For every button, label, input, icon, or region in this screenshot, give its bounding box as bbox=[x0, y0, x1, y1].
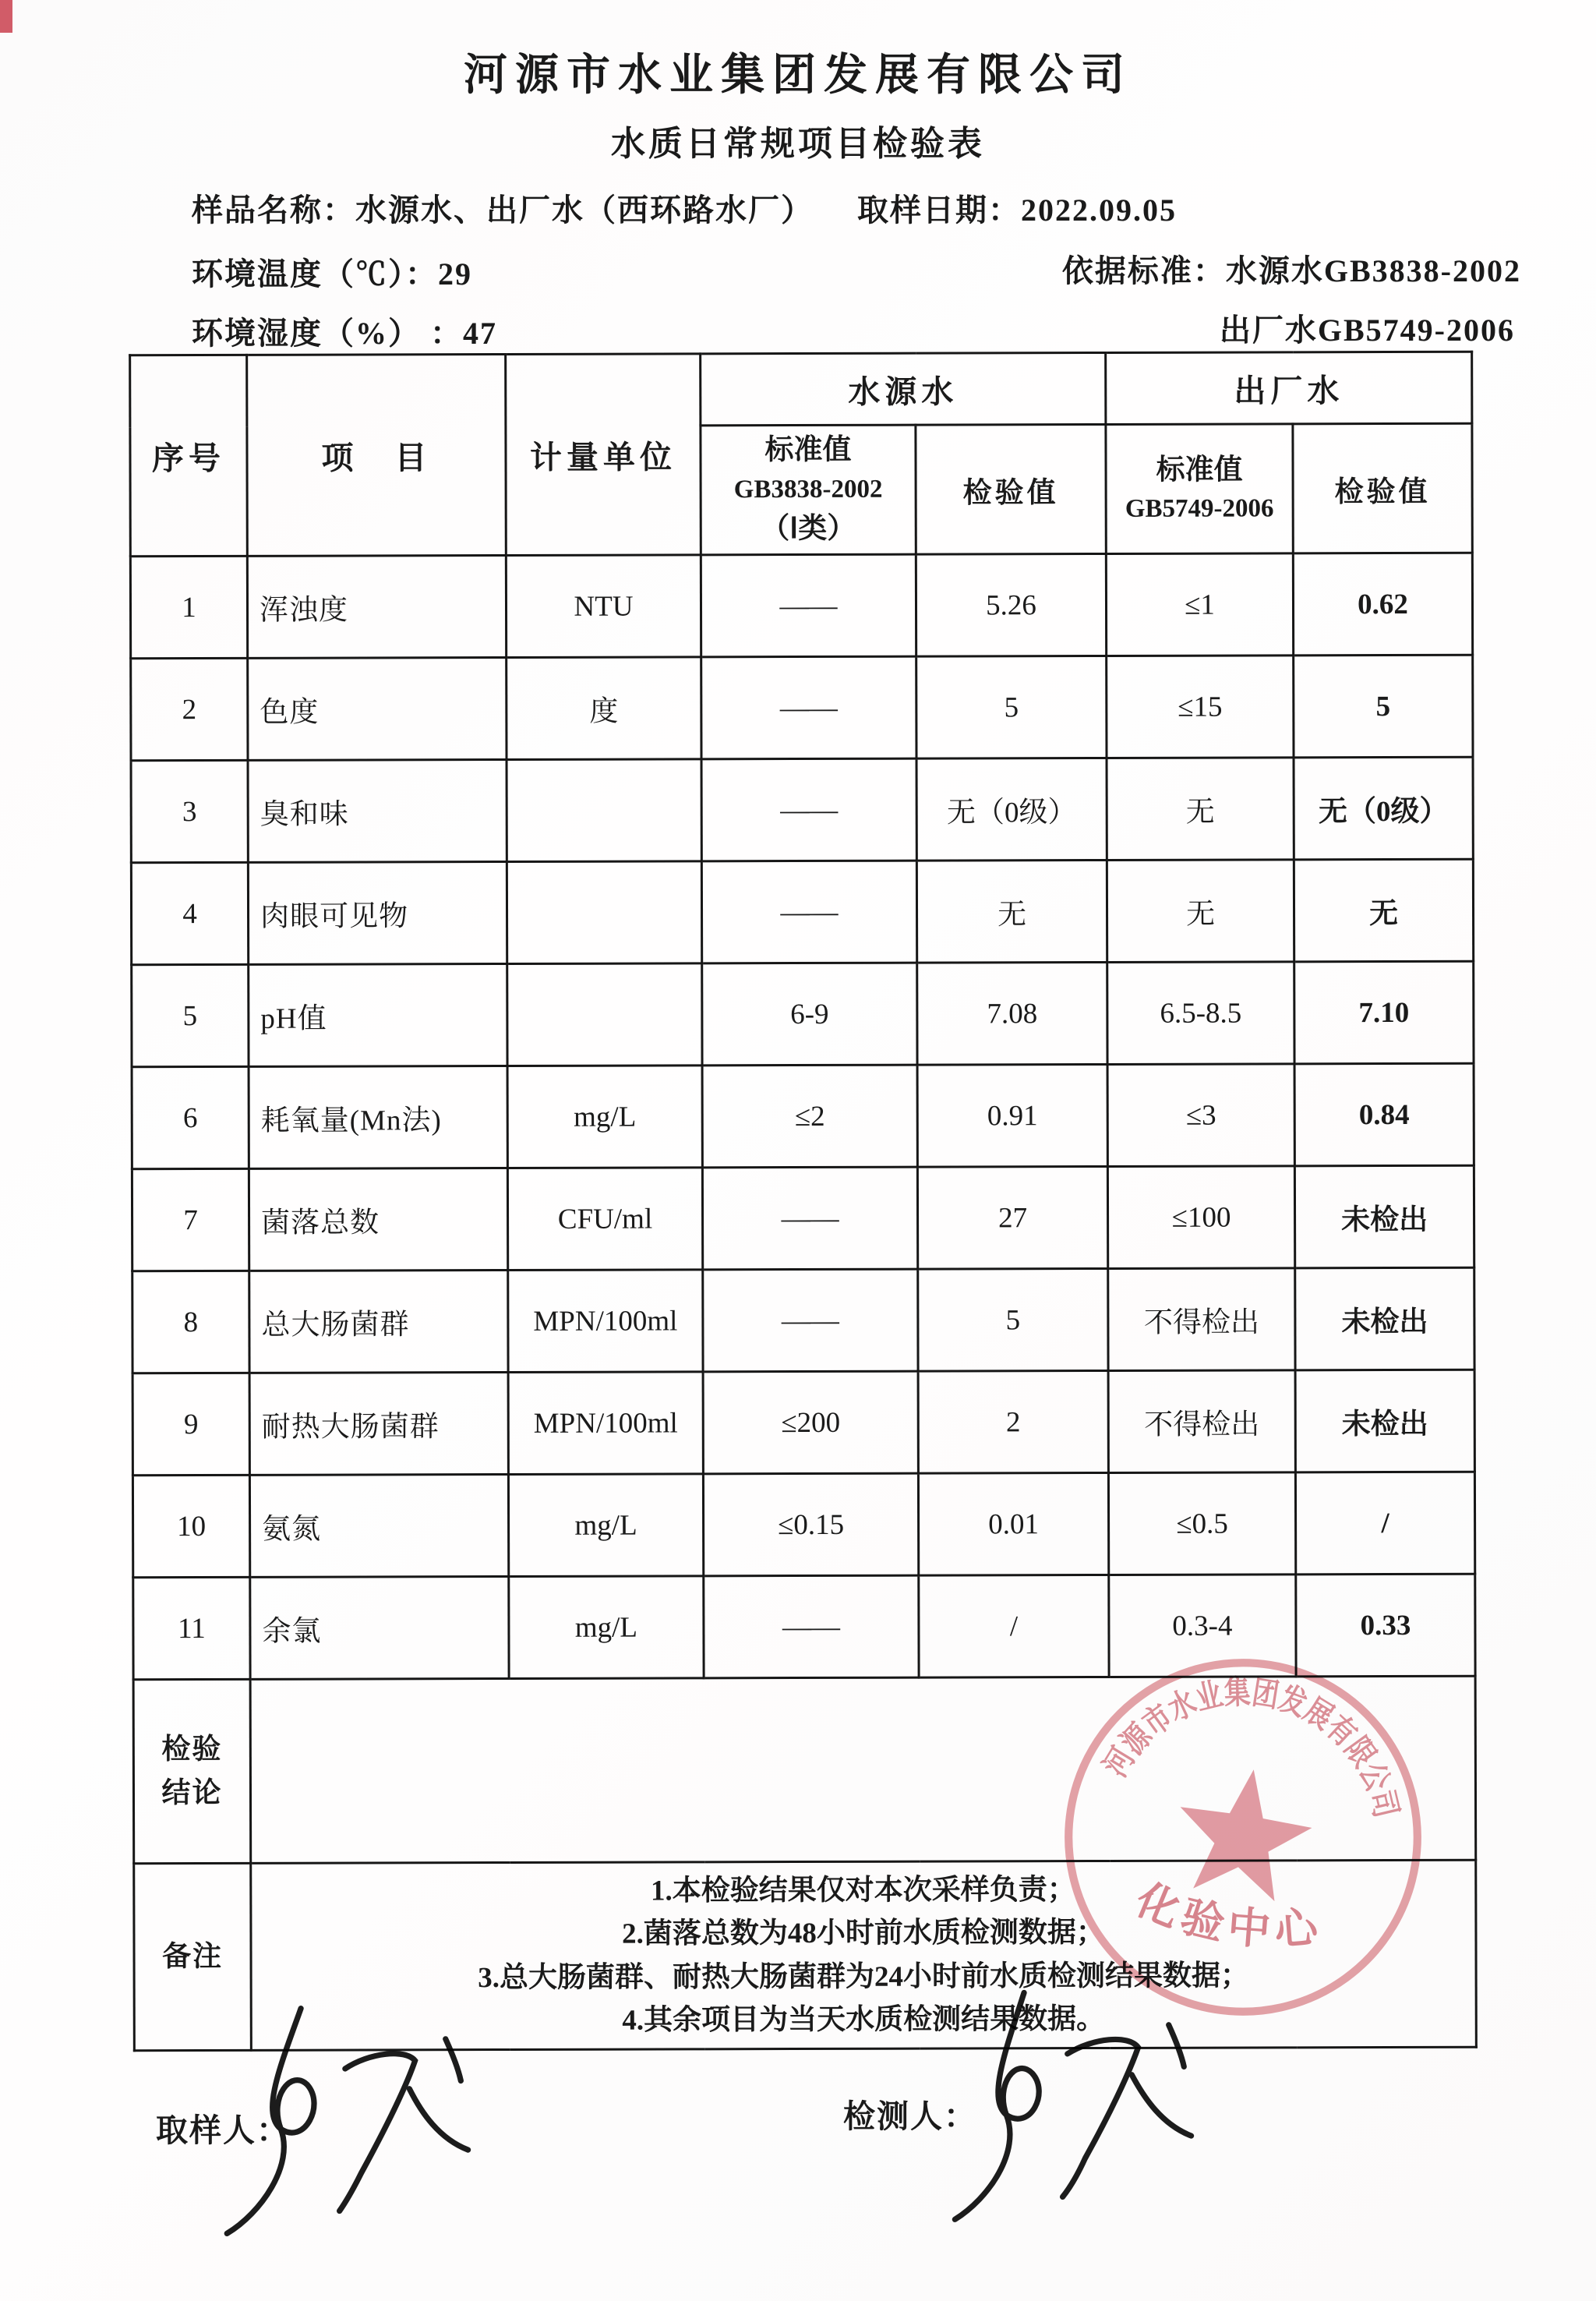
cell-src_std: —— bbox=[701, 554, 916, 657]
header-no: 序号 bbox=[130, 355, 248, 557]
cell-unit bbox=[507, 861, 701, 964]
sampling-date-label: 取样日期： bbox=[857, 193, 1021, 228]
cell-no: 7 bbox=[132, 1168, 249, 1271]
cell-unit: 度 bbox=[507, 657, 701, 760]
standard-finished-water: 出厂水GB5749-2006 bbox=[1219, 313, 1515, 348]
standard-label: 依据标准： bbox=[1061, 253, 1226, 288]
cell-src_val: 0.01 bbox=[918, 1473, 1108, 1576]
cell-fin_std: ≤100 bbox=[1107, 1166, 1294, 1269]
cell-fin_val: 无 bbox=[1294, 859, 1473, 962]
cell-src_std: —— bbox=[701, 861, 916, 963]
cell-unit: MPN/100ml bbox=[508, 1372, 703, 1475]
cell-unit: mg/L bbox=[508, 1474, 703, 1577]
env-temp-label: 环境温度（℃）： bbox=[192, 256, 438, 292]
cell-fin_val: 7.10 bbox=[1294, 961, 1474, 1064]
tester-signature bbox=[926, 1980, 1222, 2237]
cell-item: 臭和味 bbox=[248, 760, 507, 863]
table-row bbox=[132, 1063, 1474, 1169]
cell-src_val: 5 bbox=[918, 1269, 1108, 1372]
document-title: 水质日常规项目检验表 bbox=[611, 125, 985, 163]
header-finished-checkvalue: 检验值 bbox=[1293, 423, 1472, 553]
cell-unit bbox=[507, 963, 702, 1066]
cell-src_val: 0.91 bbox=[917, 1065, 1107, 1168]
cell-item: 耐热大肠菌群 bbox=[249, 1373, 508, 1476]
finished-standard-line1: 标准值 bbox=[1156, 454, 1243, 486]
cell-src_std: 6-9 bbox=[702, 963, 917, 1066]
header-source-checkvalue: 检验值 bbox=[916, 424, 1106, 554]
cell-fin_val: 无（0级） bbox=[1294, 757, 1473, 860]
cell-src_val: 5 bbox=[916, 656, 1107, 759]
source-standard-line3: （Ⅰ类） bbox=[761, 513, 856, 546]
cell-src_val: 2 bbox=[918, 1371, 1108, 1474]
header-group-row bbox=[130, 352, 1472, 427]
cell-fin_std: ≤1 bbox=[1106, 553, 1293, 656]
table-row bbox=[131, 655, 1473, 761]
cell-src_std: —— bbox=[704, 1575, 919, 1678]
cell-src_val: 5.26 bbox=[916, 554, 1106, 657]
table-data-rows bbox=[130, 553, 1475, 1680]
table-row bbox=[131, 859, 1473, 965]
cell-unit: MPN/100ml bbox=[508, 1270, 703, 1373]
cell-no: 1 bbox=[130, 556, 247, 658]
cell-no: 5 bbox=[132, 964, 249, 1066]
cell-item: 菌落总数 bbox=[249, 1168, 507, 1271]
cell-item: 余氯 bbox=[250, 1577, 509, 1680]
note-line-3: 3.总大肠菌群、耐热大肠菌群为24小时前水质检测结果数据； bbox=[478, 1960, 1250, 1994]
cell-item: pH值 bbox=[249, 964, 507, 1067]
header-item: 项 目 bbox=[247, 354, 507, 556]
cell-src_val: 27 bbox=[917, 1167, 1107, 1270]
notes-label: 备注 bbox=[134, 1863, 252, 2050]
cell-fin_std: 无 bbox=[1107, 860, 1294, 963]
cell-item: 耗氧量(Mn法) bbox=[249, 1066, 507, 1169]
conclusion-label bbox=[133, 1679, 251, 1863]
cell-src_val: 无（0级） bbox=[916, 758, 1107, 861]
sampler-label: 取样人： bbox=[156, 2112, 290, 2148]
cell-src_std: ≤2 bbox=[702, 1065, 917, 1168]
cell-item: 氨氮 bbox=[249, 1475, 508, 1578]
cell-fin_val: 未检出 bbox=[1295, 1267, 1474, 1370]
table-row bbox=[132, 1370, 1474, 1476]
cell-src_std: —— bbox=[702, 1167, 917, 1270]
env-humidity-value: 47 bbox=[463, 316, 497, 351]
cell-fin_val: 未检出 bbox=[1294, 1165, 1474, 1268]
table-row bbox=[132, 1267, 1474, 1373]
standard-line bbox=[1062, 246, 1521, 291]
cell-fin_std: ≤15 bbox=[1107, 656, 1294, 758]
stamp-company-arc-text: 河源市水业集团发展有限公司 bbox=[1097, 1674, 1405, 1828]
tester-label: 检测人： bbox=[843, 2098, 977, 2134]
sample-info-line bbox=[192, 186, 1470, 230]
conclusion-label-line1: 检验 bbox=[161, 1734, 223, 1766]
sampling-date-value: 2022.09.05 bbox=[1021, 193, 1177, 228]
cell-no: 11 bbox=[133, 1577, 250, 1679]
cell-fin_std: ≤3 bbox=[1107, 1064, 1294, 1167]
cell-src_std: —— bbox=[701, 656, 916, 759]
cell-src_std: ≤0.15 bbox=[703, 1473, 918, 1576]
cell-no: 6 bbox=[132, 1066, 249, 1168]
scan-red-corner-artifact bbox=[0, 0, 12, 33]
cell-no: 9 bbox=[132, 1373, 249, 1475]
cell-no: 2 bbox=[131, 658, 248, 760]
cell-src_val: 7.08 bbox=[917, 963, 1107, 1066]
source-standard-line1: 标准值 bbox=[764, 433, 852, 467]
cell-fin_std: 不得检出 bbox=[1108, 1370, 1295, 1473]
cell-unit bbox=[507, 759, 701, 862]
table-row bbox=[132, 961, 1474, 1067]
company-title: 河源市水业集团发展有限公司 bbox=[464, 51, 1132, 100]
sample-name-label: 样品名称： bbox=[192, 193, 355, 228]
standard-source-water: 水源水GB3838-2002 bbox=[1225, 253, 1521, 288]
sample-name-value: 水源水、出厂水（西环路水厂） bbox=[355, 193, 814, 228]
header-finished-water-group: 出厂水 bbox=[1106, 352, 1472, 424]
cell-fin_val: 0.33 bbox=[1296, 1574, 1475, 1677]
cell-no: 8 bbox=[132, 1271, 249, 1373]
stamp-star-icon bbox=[1168, 1759, 1319, 1905]
cell-item: 色度 bbox=[248, 658, 507, 761]
conclusion-label-line2: 结论 bbox=[161, 1776, 223, 1809]
cell-fin_std: 无 bbox=[1107, 758, 1294, 861]
sampler-signature bbox=[201, 1992, 497, 2250]
cell-no: 3 bbox=[131, 760, 248, 862]
table-row bbox=[132, 1165, 1474, 1271]
cell-fin_std: 0.3-4 bbox=[1109, 1575, 1296, 1677]
cell-unit: NTU bbox=[506, 555, 701, 658]
header-source-standard bbox=[701, 425, 916, 555]
header-source-water-group: 水源水 bbox=[701, 352, 1106, 425]
table-row bbox=[130, 553, 1472, 659]
cell-src_val: 无 bbox=[916, 861, 1107, 963]
cell-item: 肉眼可见物 bbox=[248, 862, 507, 965]
header-unit: 计量单位 bbox=[506, 354, 701, 556]
cell-no: 10 bbox=[132, 1475, 249, 1577]
env-humidity-line bbox=[192, 309, 497, 353]
cell-item: 浑浊度 bbox=[247, 556, 506, 659]
cell-src_std: ≤200 bbox=[703, 1371, 918, 1474]
cell-fin_val: 未检出 bbox=[1295, 1370, 1474, 1472]
cell-unit: mg/L bbox=[507, 1066, 702, 1168]
cell-fin_std: 不得检出 bbox=[1108, 1268, 1295, 1371]
cell-fin_val: 0.84 bbox=[1294, 1063, 1474, 1166]
table-row bbox=[132, 1472, 1474, 1578]
stamp-center-label: 化验中心 bbox=[1129, 1875, 1326, 1955]
cell-unit: CFU/ml bbox=[507, 1168, 702, 1271]
cell-fin_std: ≤0.5 bbox=[1108, 1472, 1295, 1575]
finished-standard-line2: GB5749-2006 bbox=[1125, 494, 1274, 524]
cell-src_std: —— bbox=[701, 758, 916, 861]
cell-fin_val: 0.62 bbox=[1293, 553, 1472, 656]
cell-item: 总大肠菌群 bbox=[249, 1271, 508, 1373]
env-temp-line bbox=[192, 249, 472, 294]
note-line-4: 4.其余项目为当天水质检测结果数据。 bbox=[622, 2003, 1106, 2037]
env-temp-value: 29 bbox=[438, 256, 472, 292]
cell-src_std: —— bbox=[703, 1269, 918, 1372]
note-line-2: 2.菌落总数为48小时前水质检测数据； bbox=[622, 1917, 1105, 1950]
env-humidity-label: 环境湿度（%） ： bbox=[192, 316, 463, 351]
note-line-1: 1.本检验结果仅对本次采样负责； bbox=[650, 1873, 1076, 1907]
source-standard-line2: GB3838-2002 bbox=[733, 475, 883, 504]
cell-fin_val: 5 bbox=[1294, 655, 1473, 758]
table-row bbox=[131, 757, 1473, 863]
cell-fin_val: / bbox=[1295, 1472, 1474, 1575]
header-finished-standard bbox=[1106, 424, 1293, 554]
cell-fin_std: 6.5-8.5 bbox=[1107, 962, 1294, 1065]
cell-no: 4 bbox=[131, 862, 248, 964]
cell-unit: mg/L bbox=[509, 1576, 704, 1679]
cell-src_val: / bbox=[919, 1575, 1109, 1678]
